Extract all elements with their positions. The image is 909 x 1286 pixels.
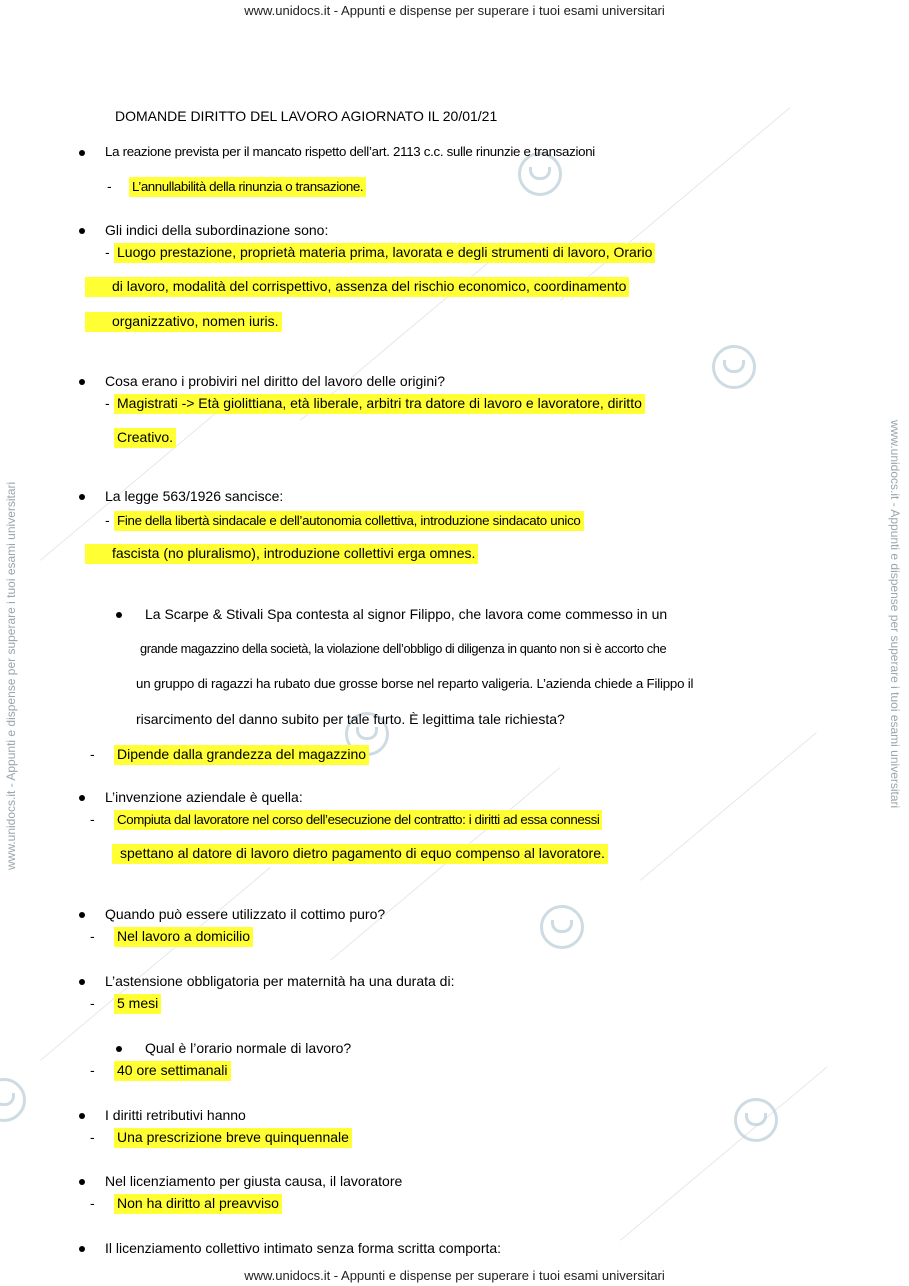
watermark-logo-icon xyxy=(734,1098,778,1142)
watermark-footer: www.unidocs.it - Appunti e dispense per superare i tuoi esami universitari xyxy=(244,1268,665,1283)
question-text: I diritti retributivi hanno xyxy=(105,1107,246,1123)
watermark-line xyxy=(40,393,240,561)
answer-highlight: organizzativo, nomen iuris. xyxy=(85,312,282,332)
bullet-icon xyxy=(79,379,85,385)
answer-highlight: Fine della libertà sindacale e dell’autonomia collettiva, introduzione sindacato unico xyxy=(114,511,584,531)
watermark-line xyxy=(620,1066,827,1240)
dash-marker: - xyxy=(105,244,110,260)
answer-highlight: Magistrati -> Età giolittiana, età liberale, arbitri tra datore di lavoro e lavoratore, diritto xyxy=(114,394,645,414)
watermark-line xyxy=(40,867,270,1061)
answer-highlight: Luogo prestazione, proprietà materia prima, lavorata e degli strumenti di lavoro, Orario xyxy=(114,243,655,263)
bullet-icon xyxy=(79,1179,85,1185)
watermark-left-side xyxy=(4,430,20,870)
watermark-logo-icon xyxy=(540,905,584,949)
bullet-icon xyxy=(79,912,85,918)
bullet-icon xyxy=(116,612,122,618)
bullet-icon xyxy=(79,1246,85,1252)
bullet-icon xyxy=(79,150,85,156)
page-title: DOMANDE DIRITTO DEL LAVORO AGIORNATO IL 20/01/21 xyxy=(115,108,498,124)
answer-highlight: Dipende dalla grandezza del magazzino xyxy=(114,745,369,765)
dash-marker: - xyxy=(90,928,95,944)
answer-highlight: di lavoro, modalità del corrispettivo, assenza del rischio economico, coordinamento xyxy=(85,277,629,297)
bullet-icon xyxy=(116,1046,122,1052)
answer-highlight: Non ha diritto al preavviso xyxy=(114,1194,282,1214)
question-text: La legge 563/1926 sancisce: xyxy=(105,488,284,504)
question-text: Qual è l’orario normale di lavoro? xyxy=(145,1040,352,1056)
answer-highlight: spettano al datore di lavoro dietro pagamento di equo compenso al lavoratore. xyxy=(112,844,608,864)
watermark-left-text: www.unidocs.it - Appunti e dispense per superare i tuoi esami universitari xyxy=(4,481,18,870)
answer-highlight: Nel lavoro a domicilio xyxy=(114,927,253,947)
watermark-logo-icon xyxy=(0,1078,26,1122)
question-text-line: grande magazzino della società, la violazione dell’obbligo di diligenza in quanto non si è accorto che xyxy=(140,641,667,656)
answer-highlight: 40 ore settimanali xyxy=(114,1061,231,1081)
dash-marker: - xyxy=(90,1129,95,1145)
dash-marker: - xyxy=(90,1062,95,1078)
bullet-icon xyxy=(79,1113,85,1119)
dash-marker: - xyxy=(90,746,95,762)
watermark-line xyxy=(640,732,817,881)
question-text: L’invenzione aziendale è quella: xyxy=(105,789,303,805)
watermark-header: www.unidocs.it - Appunti e dispense per superare i tuoi esami universitari xyxy=(244,3,665,18)
answer-highlight: fascista (no pluralismo), introduzione collettivi erga omnes. xyxy=(85,544,478,564)
question-text: La reazione prevista per il mancato rispetto dell’art. 2113 c.c. sulle rinunzie e transazioni xyxy=(105,144,595,159)
dash-marker: - xyxy=(90,811,95,827)
dash-marker: - xyxy=(105,395,110,411)
watermark-line xyxy=(560,107,790,301)
question-text-line: La Scarpe & Stivali Spa contesta al signor Filippo, che lavora come commesso in un xyxy=(145,606,668,622)
dash-marker: - xyxy=(107,178,112,194)
answer-highlight: Compiuta dal lavoratore nel corso dell’esecuzione del contratto: i diritti ad essa connessi xyxy=(114,810,602,830)
question-text: Gli indici della subordinazione sono: xyxy=(105,222,329,238)
bullet-icon xyxy=(79,979,85,985)
bullet-icon xyxy=(79,228,85,234)
question-text: Quando può essere utilizzato il cottimo puro? xyxy=(105,906,386,922)
question-text-line: un gruppo di ragazzi ha rubato due grosse borse nel reparto valigeria. L’azienda chiede a Filippo il xyxy=(136,676,694,691)
dash-marker: - xyxy=(90,1195,95,1211)
question-text: Nel licenziamento per giusta causa, il lavoratore xyxy=(105,1173,403,1189)
question-text: Cosa erano i probiviri nel diritto del lavoro delle origini? xyxy=(105,373,446,389)
answer-highlight: Una prescrizione breve quinquennale xyxy=(114,1128,352,1148)
watermark-right-side xyxy=(888,420,904,880)
question-text-line: risarcimento del danno subito per tale furto. È legittima tale richiesta? xyxy=(136,711,565,727)
answer-highlight: 5 mesi xyxy=(114,994,161,1014)
question-text: L’astensione obbligatoria per maternità ha una durata di: xyxy=(105,973,455,989)
watermark-logo-icon xyxy=(712,345,756,389)
question-text: Il licenziamento collettivo intimato senza forma scritta comporta: xyxy=(105,1240,502,1256)
bullet-icon xyxy=(79,795,85,801)
dash-marker: - xyxy=(90,995,95,1011)
dash-marker: - xyxy=(105,512,110,528)
bullet-icon xyxy=(79,494,85,500)
answer-highlight: Creativo. xyxy=(114,428,176,448)
watermark-right-text: www.unidocs.it - Appunti e dispense per superare i tuoi esami universitari xyxy=(888,420,902,809)
answer-highlight: L’annullabilità della rinunzia o transazione. xyxy=(129,177,366,197)
